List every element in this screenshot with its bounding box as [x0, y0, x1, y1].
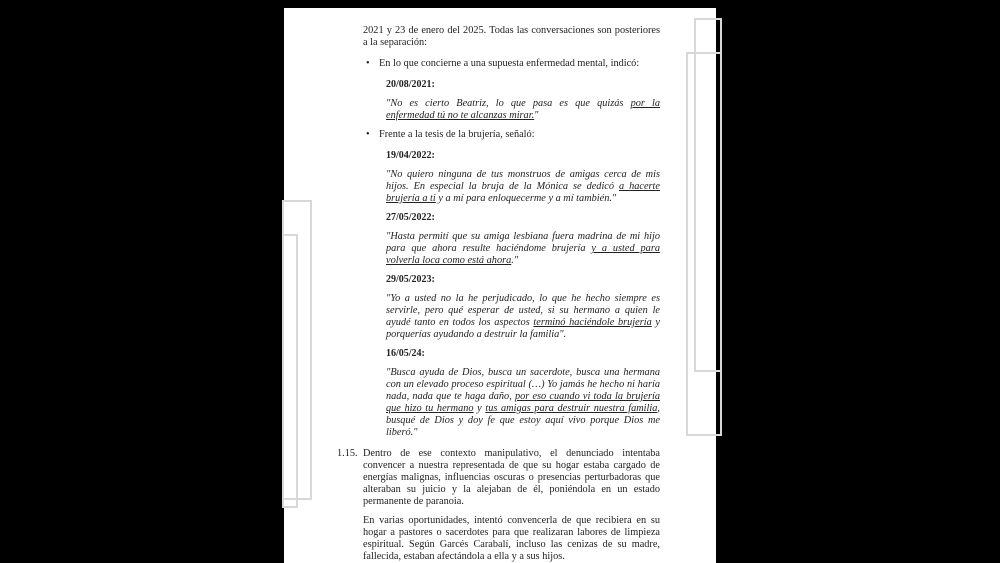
bullet-item: Frente a la tesis de la brujería, señaló: — [379, 129, 535, 140]
quote-text — [386, 367, 660, 439]
underlined-text: por eso cuando vi toda la brujería que hizo tu hermano — [386, 391, 660, 414]
quote-text — [386, 169, 660, 205]
quote-segment: "No es cierto Beatriz, lo que pasa es que quizás — [386, 98, 631, 109]
quote-segment: ." — [511, 255, 519, 266]
quote-segment: y — [473, 403, 486, 414]
quote-date: 16/05/24: — [386, 348, 425, 359]
quote-segment: , busqué de Dios y doy fe que estoy aquí vivo porque Dios me liberó." — [386, 403, 660, 438]
quote-segment: "Yo a usted no la he perjudicado, lo que he hecho siempre es servirle, pero qué esperar de usted, si su hermano a quien le ayudé tanto en todos los aspectos — [386, 293, 660, 328]
quote-text — [386, 293, 660, 341]
quote-text — [386, 231, 660, 267]
quote-segment: " — [534, 110, 539, 121]
quote-date: 29/05/2023: — [386, 274, 435, 285]
intro-paragraph: 2021 y 23 de enero del 2025. Todas las conversaciones son posteriores a la separación: — [363, 25, 660, 48]
underlined-text: terminó haciéndole brujería — [533, 317, 652, 328]
bullet-icon: • — [366, 129, 370, 140]
quote-segment: "Hasta permití que su amiga lesbiana fuera madrina de mi hijo para que ahora resulte haciéndome brujería — [386, 231, 660, 254]
quote-segment: y a mí para enloquecerme y a mí también." — [435, 193, 617, 204]
quote-date: 20/08/2021: — [386, 79, 435, 90]
quote-segment: "No quiero ninguna de tus monstruos de amigas cerca de mis hijos. En especial la bruja de la Mónica se dedicó — [386, 169, 660, 192]
section-paragraph: Dentro de ese contexto manipulativo, el denunciado intentaba convencer a nuestra representada de que su hogar estaba cargado de energías malignas, influencias oscuras o presencias perturbadoras que alteraban su juicio y la alejaban de él, poniéndola en un estado permanente de paranoia. — [363, 448, 660, 507]
section-row — [337, 448, 660, 508]
bullet-row — [366, 58, 660, 70]
bullet-icon: • — [366, 58, 370, 69]
quote-segment: "Busca ayuda de Dios, busca un sacerdote, busca una hermana con un elevado proceso espiritual (…) Yo jamás he hecho ni haría nada, nada que te haga daño, — [386, 367, 660, 402]
bullet-row — [366, 129, 660, 141]
quote-text — [386, 98, 660, 122]
section-paragraph: En varias oportunidades, intentó convencerla de que recibiera en su hogar a pastores o sacerdotes para que realizaran labores de limpieza espiritual. Según Garcés Carabalí, incluso las cenizas de su madre, fallecida, estaban afectándola a ella y a sus hijos. — [363, 515, 660, 562]
bullet-item: En lo que concierne a una supuesta enfermedad mental, indicó: — [379, 58, 640, 69]
quote-date: 27/05/2022: — [386, 212, 435, 223]
underlined-text: y a usted para volverla loca como está ahora — [386, 243, 660, 266]
underlined-text: a hacerte brujería a ti — [386, 181, 660, 204]
underlined-text: por la enfermedad tú no te alcanzas mirar. — [386, 98, 660, 121]
quote-segment: y porquerías ayudando a destruir la familia". — [386, 317, 660, 340]
document-body — [284, 8, 716, 563]
quote-date: 19/04/2022: — [386, 150, 435, 161]
section-number: 1.15. — [337, 448, 358, 459]
document-page — [284, 8, 716, 563]
underlined-text: tus amigas para destruir nuestra familia — [485, 403, 658, 414]
